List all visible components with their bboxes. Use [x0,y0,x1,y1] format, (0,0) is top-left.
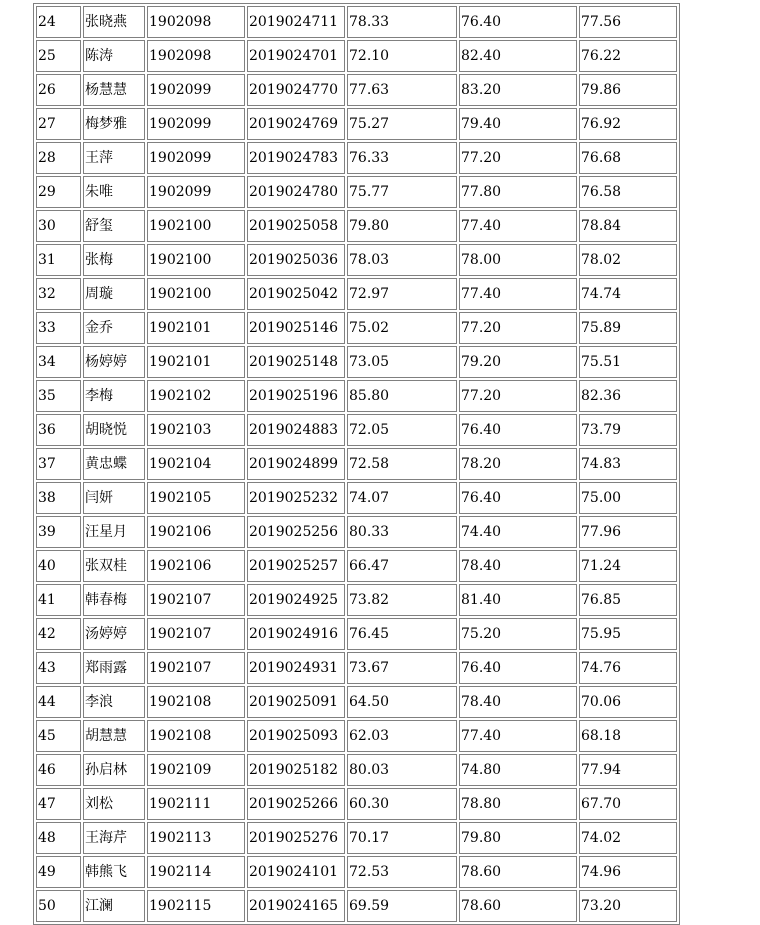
row-written-score-cell: 66.47 [347,550,457,582]
row-written-score-cell: 74.07 [347,482,457,514]
table-row [36,652,677,684]
row-seq-cell: 47 [36,788,81,820]
row-seq-cell: 33 [36,312,81,344]
row-total-score-cell: 76.68 [579,142,677,174]
row-interview-score-cell: 78.80 [459,788,577,820]
row-post-code-cell: 1902105 [147,482,245,514]
row-written-score-cell: 78.33 [347,6,457,38]
row-interview-score-cell: 78.20 [459,448,577,480]
row-written-score-cell: 76.45 [347,618,457,650]
row-ticket-number-cell: 2019025232 [247,482,345,514]
row-name-cell: 郑雨露 [83,652,145,684]
row-total-score-cell: 76.22 [579,40,677,72]
row-interview-score-cell: 76.40 [459,414,577,446]
row-post-code-cell: 1902107 [147,618,245,650]
row-name-cell: 胡慧慧 [83,720,145,752]
row-ticket-number-cell: 2019025196 [247,380,345,412]
row-written-score-cell: 62.03 [347,720,457,752]
row-name-cell: 黄忠蝶 [83,448,145,480]
table-row [36,754,677,786]
table-row [36,822,677,854]
table-row [36,414,677,446]
table-row [36,856,677,888]
row-name-cell: 王萍 [83,142,145,174]
row-interview-score-cell: 77.40 [459,720,577,752]
row-ticket-number-cell: 2019025042 [247,278,345,310]
table-row [36,380,677,412]
row-ticket-number-cell: 2019025091 [247,686,345,718]
row-ticket-number-cell: 2019024101 [247,856,345,888]
row-interview-score-cell: 75.20 [459,618,577,650]
row-name-cell: 汤婷婷 [83,618,145,650]
row-name-cell: 韩春梅 [83,584,145,616]
row-seq-cell: 34 [36,346,81,378]
row-total-score-cell: 70.06 [579,686,677,718]
row-seq-cell: 39 [36,516,81,548]
row-total-score-cell: 67.70 [579,788,677,820]
row-post-code-cell: 1902111 [147,788,245,820]
row-written-score-cell: 78.03 [347,244,457,276]
row-ticket-number-cell: 2019025276 [247,822,345,854]
row-total-score-cell: 74.76 [579,652,677,684]
row-interview-score-cell: 77.40 [459,210,577,242]
row-seq-cell: 31 [36,244,81,276]
row-ticket-number-cell: 2019024770 [247,74,345,106]
row-seq-cell: 27 [36,108,81,140]
row-ticket-number-cell: 2019025182 [247,754,345,786]
row-seq-cell: 50 [36,890,81,922]
row-written-score-cell: 80.03 [347,754,457,786]
row-total-score-cell: 76.92 [579,108,677,140]
row-name-cell: 闫妍 [83,482,145,514]
row-name-cell: 周璇 [83,278,145,310]
row-post-code-cell: 1902100 [147,210,245,242]
row-post-code-cell: 1902103 [147,414,245,446]
row-post-code-cell: 1902108 [147,720,245,752]
row-name-cell: 陈涛 [83,40,145,72]
table-row [36,720,677,752]
table-row [36,244,677,276]
table-row [36,142,677,174]
row-interview-score-cell: 79.80 [459,822,577,854]
row-seq-cell: 44 [36,686,81,718]
row-post-code-cell: 1902100 [147,244,245,276]
row-written-score-cell: 72.53 [347,856,457,888]
row-seq-cell: 29 [36,176,81,208]
row-ticket-number-cell: 2019025146 [247,312,345,344]
row-interview-score-cell: 78.60 [459,890,577,922]
row-ticket-number-cell: 2019025257 [247,550,345,582]
row-total-score-cell: 74.83 [579,448,677,480]
row-ticket-number-cell: 2019024711 [247,6,345,38]
table-row [36,686,677,718]
row-name-cell: 梅梦雅 [83,108,145,140]
row-total-score-cell: 76.85 [579,584,677,616]
row-ticket-number-cell: 2019024883 [247,414,345,446]
row-ticket-number-cell: 2019025036 [247,244,345,276]
table-row [36,210,677,242]
row-name-cell: 朱唯 [83,176,145,208]
table-row [36,448,677,480]
row-total-score-cell: 77.56 [579,6,677,38]
table-row [36,618,677,650]
row-seq-cell: 30 [36,210,81,242]
row-post-code-cell: 1902108 [147,686,245,718]
table-row [36,176,677,208]
row-interview-score-cell: 76.40 [459,652,577,684]
row-written-score-cell: 75.02 [347,312,457,344]
row-post-code-cell: 1902104 [147,448,245,480]
row-post-code-cell: 1902101 [147,346,245,378]
row-total-score-cell: 74.74 [579,278,677,310]
row-total-score-cell: 77.96 [579,516,677,548]
row-post-code-cell: 1902098 [147,6,245,38]
row-name-cell: 杨婷婷 [83,346,145,378]
row-written-score-cell: 79.80 [347,210,457,242]
row-total-score-cell: 75.89 [579,312,677,344]
row-name-cell: 孙启林 [83,754,145,786]
table-row [36,278,677,310]
row-interview-score-cell: 83.20 [459,74,577,106]
row-post-code-cell: 1902101 [147,312,245,344]
row-ticket-number-cell: 2019024925 [247,584,345,616]
row-ticket-number-cell: 2019024701 [247,40,345,72]
row-seq-cell: 28 [36,142,81,174]
row-name-cell: 舒玺 [83,210,145,242]
row-interview-score-cell: 77.20 [459,142,577,174]
row-name-cell: 刘松 [83,788,145,820]
row-seq-cell: 48 [36,822,81,854]
row-name-cell: 江澜 [83,890,145,922]
row-written-score-cell: 72.97 [347,278,457,310]
row-name-cell: 韩熊飞 [83,856,145,888]
row-written-score-cell: 85.80 [347,380,457,412]
row-interview-score-cell: 74.80 [459,754,577,786]
row-seq-cell: 43 [36,652,81,684]
row-post-code-cell: 1902113 [147,822,245,854]
row-ticket-number-cell: 2019025058 [247,210,345,242]
row-interview-score-cell: 77.40 [459,278,577,310]
table-row [36,346,677,378]
row-ticket-number-cell: 2019024916 [247,618,345,650]
row-ticket-number-cell: 2019024899 [247,448,345,480]
score-table-container [33,3,680,925]
row-post-code-cell: 1902106 [147,516,245,548]
row-seq-cell: 26 [36,74,81,106]
row-written-score-cell: 77.63 [347,74,457,106]
row-seq-cell: 32 [36,278,81,310]
row-total-score-cell: 73.20 [579,890,677,922]
row-seq-cell: 42 [36,618,81,650]
row-ticket-number-cell: 2019025266 [247,788,345,820]
row-total-score-cell: 75.00 [579,482,677,514]
row-post-code-cell: 1902099 [147,142,245,174]
row-seq-cell: 37 [36,448,81,480]
table-row [36,312,677,344]
row-ticket-number-cell: 2019024783 [247,142,345,174]
row-total-score-cell: 75.95 [579,618,677,650]
row-total-score-cell: 79.86 [579,74,677,106]
row-ticket-number-cell: 2019024165 [247,890,345,922]
table-row [36,788,677,820]
row-total-score-cell: 71.24 [579,550,677,582]
table-row [36,74,677,106]
row-written-score-cell: 64.50 [347,686,457,718]
row-name-cell: 李梅 [83,380,145,412]
table-row [36,890,677,922]
row-ticket-number-cell: 2019024769 [247,108,345,140]
row-total-score-cell: 77.94 [579,754,677,786]
row-ticket-number-cell: 2019024931 [247,652,345,684]
row-interview-score-cell: 76.40 [459,6,577,38]
row-post-code-cell: 1902109 [147,754,245,786]
row-name-cell: 张双桂 [83,550,145,582]
row-written-score-cell: 75.77 [347,176,457,208]
row-post-code-cell: 1902102 [147,380,245,412]
row-post-code-cell: 1902115 [147,890,245,922]
row-post-code-cell: 1902100 [147,278,245,310]
row-total-score-cell: 75.51 [579,346,677,378]
row-total-score-cell: 74.02 [579,822,677,854]
row-post-code-cell: 1902099 [147,176,245,208]
row-written-score-cell: 70.17 [347,822,457,854]
row-seq-cell: 46 [36,754,81,786]
table-row [36,516,677,548]
row-interview-score-cell: 74.40 [459,516,577,548]
row-name-cell: 杨慧慧 [83,74,145,106]
row-post-code-cell: 1902107 [147,584,245,616]
row-seq-cell: 49 [36,856,81,888]
row-seq-cell: 36 [36,414,81,446]
table-row [36,6,677,38]
row-interview-score-cell: 78.40 [459,686,577,718]
row-post-code-cell: 1902107 [147,652,245,684]
row-written-score-cell: 60.30 [347,788,457,820]
row-post-code-cell: 1902099 [147,108,245,140]
row-interview-score-cell: 82.40 [459,40,577,72]
row-name-cell: 胡晓悦 [83,414,145,446]
row-written-score-cell: 73.05 [347,346,457,378]
row-seq-cell: 35 [36,380,81,412]
row-written-score-cell: 75.27 [347,108,457,140]
row-written-score-cell: 72.10 [347,40,457,72]
score-table-body [36,6,677,922]
row-seq-cell: 38 [36,482,81,514]
row-total-score-cell: 68.18 [579,720,677,752]
row-written-score-cell: 73.67 [347,652,457,684]
row-total-score-cell: 74.96 [579,856,677,888]
row-interview-score-cell: 78.60 [459,856,577,888]
row-written-score-cell: 72.05 [347,414,457,446]
row-post-code-cell: 1902099 [147,74,245,106]
row-interview-score-cell: 78.00 [459,244,577,276]
row-ticket-number-cell: 2019024780 [247,176,345,208]
row-total-score-cell: 78.84 [579,210,677,242]
table-row [36,550,677,582]
row-name-cell: 张晓燕 [83,6,145,38]
table-row [36,40,677,72]
row-name-cell: 汪星月 [83,516,145,548]
row-name-cell: 张梅 [83,244,145,276]
row-post-code-cell: 1902106 [147,550,245,582]
row-ticket-number-cell: 2019025148 [247,346,345,378]
row-total-score-cell: 76.58 [579,176,677,208]
row-interview-score-cell: 76.40 [459,482,577,514]
row-written-score-cell: 73.82 [347,584,457,616]
row-written-score-cell: 80.33 [347,516,457,548]
row-interview-score-cell: 79.40 [459,108,577,140]
row-written-score-cell: 69.59 [347,890,457,922]
row-written-score-cell: 76.33 [347,142,457,174]
row-interview-score-cell: 78.40 [459,550,577,582]
table-row [36,482,677,514]
row-interview-score-cell: 77.80 [459,176,577,208]
row-written-score-cell: 72.58 [347,448,457,480]
row-name-cell: 李浪 [83,686,145,718]
row-ticket-number-cell: 2019025256 [247,516,345,548]
row-seq-cell: 40 [36,550,81,582]
table-row [36,108,677,140]
row-total-score-cell: 73.79 [579,414,677,446]
table-row [36,584,677,616]
row-seq-cell: 25 [36,40,81,72]
row-total-score-cell: 82.36 [579,380,677,412]
row-post-code-cell: 1902114 [147,856,245,888]
row-seq-cell: 24 [36,6,81,38]
row-seq-cell: 41 [36,584,81,616]
row-name-cell: 王海芹 [83,822,145,854]
row-name-cell: 金乔 [83,312,145,344]
row-interview-score-cell: 77.20 [459,312,577,344]
row-interview-score-cell: 81.40 [459,584,577,616]
row-post-code-cell: 1902098 [147,40,245,72]
row-interview-score-cell: 79.20 [459,346,577,378]
row-ticket-number-cell: 2019025093 [247,720,345,752]
row-total-score-cell: 78.02 [579,244,677,276]
row-interview-score-cell: 77.20 [459,380,577,412]
row-seq-cell: 45 [36,720,81,752]
score-table [33,3,680,925]
